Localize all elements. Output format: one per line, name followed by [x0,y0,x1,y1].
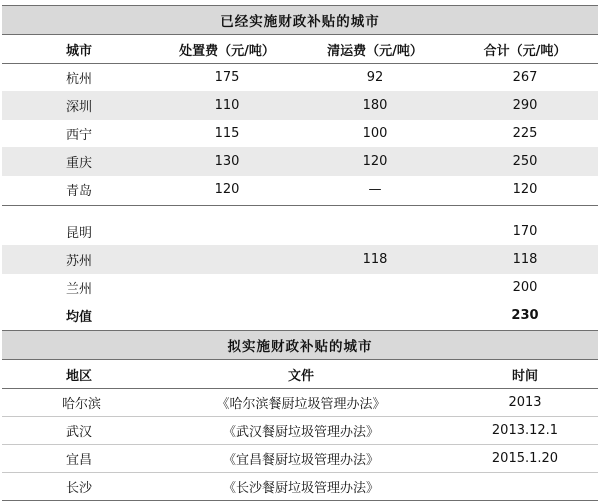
table1-header-total: 合计（元/吨） [483,43,567,59]
table-row [2,388,598,417]
table1-cell-city: 杭州 [66,72,93,87]
table1-cell-disposal: 130 [214,154,240,169]
table1-cell-disposal [152,245,302,274]
table2-cell-date: 2013 [508,394,542,410]
table-row [2,444,598,473]
table2-cell-document: 《长沙餐厨垃圾管理办法》 [222,481,379,496]
table2-header-document: 文件 [287,368,314,384]
table2-bottom-rule [2,500,598,501]
table1-cell-city: 兰州 [66,282,93,297]
table1-average-total: 230 [511,308,539,323]
table2-header-row [2,360,598,389]
table1-cell-transport: 118 [362,252,388,267]
table1-cell-city: 苏州 [66,254,93,269]
table1-cell-city: 西宁 [66,128,93,143]
table1-cell-total: 200 [512,280,538,295]
table-row [2,273,598,302]
table2-cell-date: 2015.1.20 [491,450,559,466]
table1-cell-city: 青岛 [66,184,93,199]
table2-cell-region: 长沙 [66,481,93,496]
table-row [2,245,598,274]
table-row [2,175,598,204]
table1-cell-city: 重庆 [66,156,93,171]
table2-header-region: 地区 [66,368,93,384]
table1-cell-city: 深圳 [66,100,93,115]
table2-cell-document: 《武汉餐厨垃圾管理办法》 [222,424,379,440]
table-row [2,119,598,148]
table1-cell-transport [300,273,450,302]
table1-cell-disposal [152,273,302,302]
table-row [2,147,598,176]
table2-cell-region: 宜昌 [66,452,93,468]
table1-cell-total: 225 [512,126,538,141]
table1-header-row [2,35,598,64]
table1-cell-transport: 100 [362,126,388,141]
table2-cell-region: 武汉 [66,424,93,440]
table2-cell-document: 《哈尔滨餐厨垃圾管理办法》 [216,396,386,412]
table-row [2,472,598,501]
table2-header-date: 时间 [511,368,538,384]
table1-average-label: 均值 [66,310,93,325]
table1-cell-total: 250 [512,154,538,169]
table1-cell-total: 120 [512,182,538,197]
table1-cell-total: 290 [512,98,538,113]
table1-cell-city: 昆明 [66,226,93,241]
table1-cell-transport: — [368,182,382,197]
table1-cell-disposal: 120 [214,182,240,197]
table1-cell-disposal: 110 [214,98,240,113]
table1-cell-disposal: 115 [214,126,240,141]
table1-cell-transport: 120 [362,154,388,169]
table-row [2,416,598,445]
table1-cell-transport [300,217,450,246]
table-row [2,217,598,246]
table1-cell-transport: 92 [366,70,384,85]
table1-header-disposal: 处置费（元/吨） [179,43,275,59]
table1-cell-disposal: 175 [214,70,240,85]
table1-cell-total: 170 [512,224,538,239]
table1-header-city: 城市 [66,43,93,59]
table1-header-transport: 清运费（元/吨） [327,43,423,59]
table1-average-row [2,301,598,330]
table-row [2,63,598,92]
table1-title: 已经实施财政补贴的城市 [2,5,598,35]
table1-cell-total: 118 [512,252,538,267]
table1-cell-total: 267 [512,70,538,85]
table2-cell-date [450,472,600,501]
table1-cell-transport: 180 [362,98,388,113]
table1-cell-disposal [152,217,302,246]
table1-section-divider [2,205,598,206]
table-row [2,91,598,120]
table2-cell-date: 2013.12.1 [491,422,559,438]
table2-cell-region: 哈尔滨 [62,396,102,412]
table2-cell-document: 《宜昌餐厨垃圾管理办法》 [222,452,379,468]
table2-title: 拟实施财政补贴的城市 [2,330,598,360]
